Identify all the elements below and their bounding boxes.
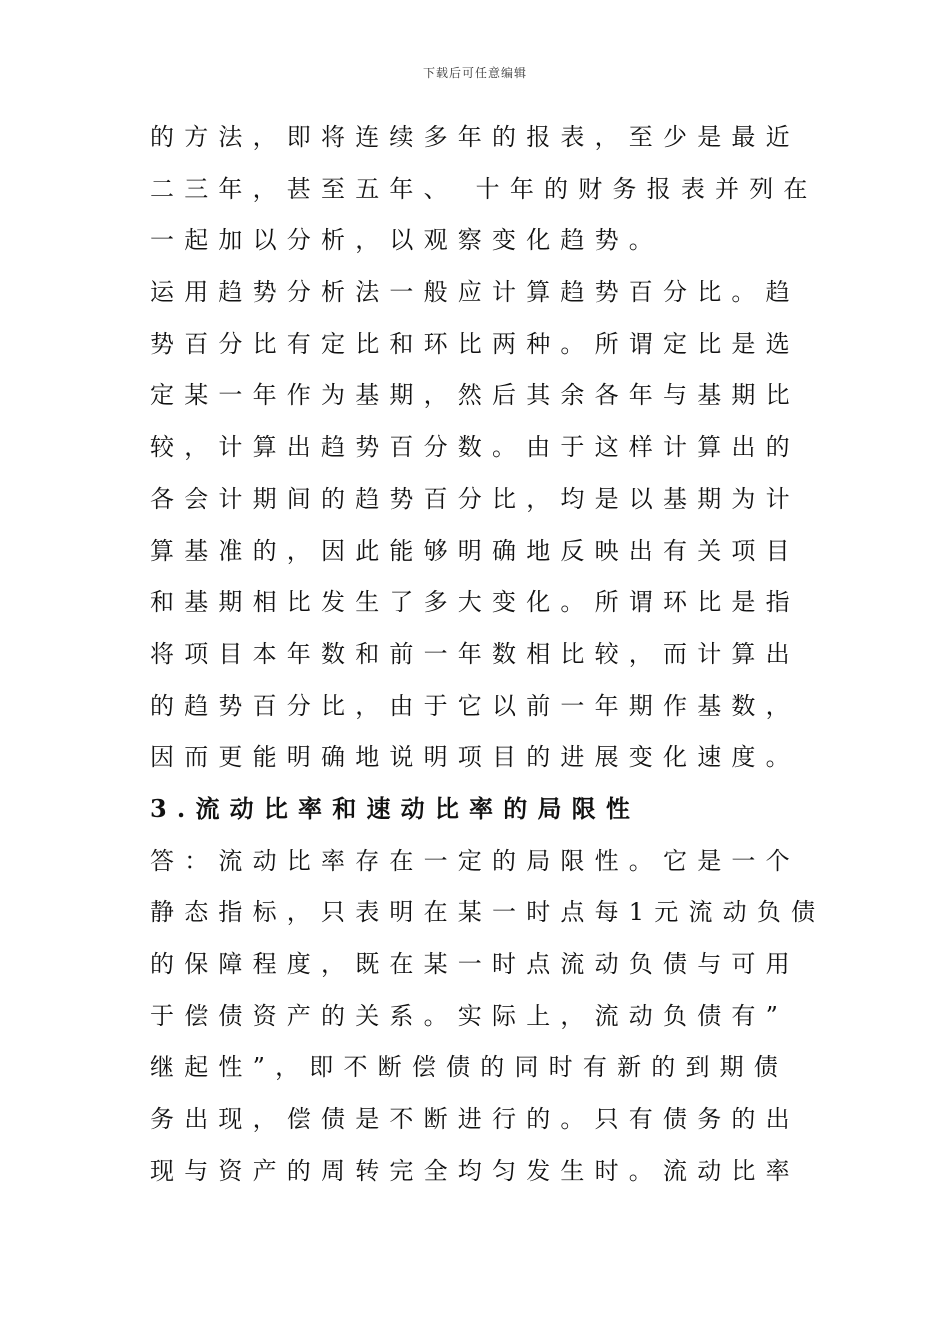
text-line: 各会计期间的趋势百分比，均是以基期为计 [150,484,800,513]
text-line: 答：流动比率存在一定的局限性。它是一个 [150,846,800,875]
section-heading: 3.流动比率和速动比率的局限性 [150,793,641,823]
text-line: 继起性”，即不断偿债的同时有新的到期债 [150,1053,789,1082]
text-line: 将项目本年数和前一年数相比较，而计算出 [150,639,800,668]
text-line: 和基期相比发生了多大变化。所谓环比是指 [150,588,800,617]
text-line: 的方法，即将连续多年的报表，至少是最近 [150,123,800,151]
text-line: 二三年，甚至五年、 十年的财务报表并列在 [150,174,818,203]
page-header: 下载后可任意编辑 [422,66,527,80]
text-line: 的趋势百分比，由于它以前一年期作基数， [150,691,800,720]
text-line: 较，计算出趋势百分数。由于这样计算出的 [150,433,800,462]
text-line: 算基准的，因此能够明确地反映出有关项目 [150,536,800,565]
text-line: 运用趋势分析法一般应计算趋势百分比。趋 [150,278,800,307]
text-line: 势百分比有定比和环比两种。所谓定比是选 [150,329,800,358]
text-line: 一起加以分析，以观察变化趋势。 [150,226,663,255]
text-line: 定某一年作为基期，然后其余各年与基期比 [150,381,800,410]
text-line: 的保障程度，既在某一时点流动负债与可用 [150,950,800,978]
document-body [150,118,826,1203]
text-line: 于偿债资产的关系。实际上，流动负债有” [150,1001,789,1030]
text-line: 因而更能明确地说明项目的进展变化速度。 [150,743,800,772]
text-line: 静态指标，只表明在某一时点每1元流动负债 [150,898,826,927]
text-line: 务出现，偿债是不断进行的。只有债务的出 [150,1105,800,1134]
text-line: 现与资产的周转完全均匀发生时。流动比率 [150,1156,800,1185]
